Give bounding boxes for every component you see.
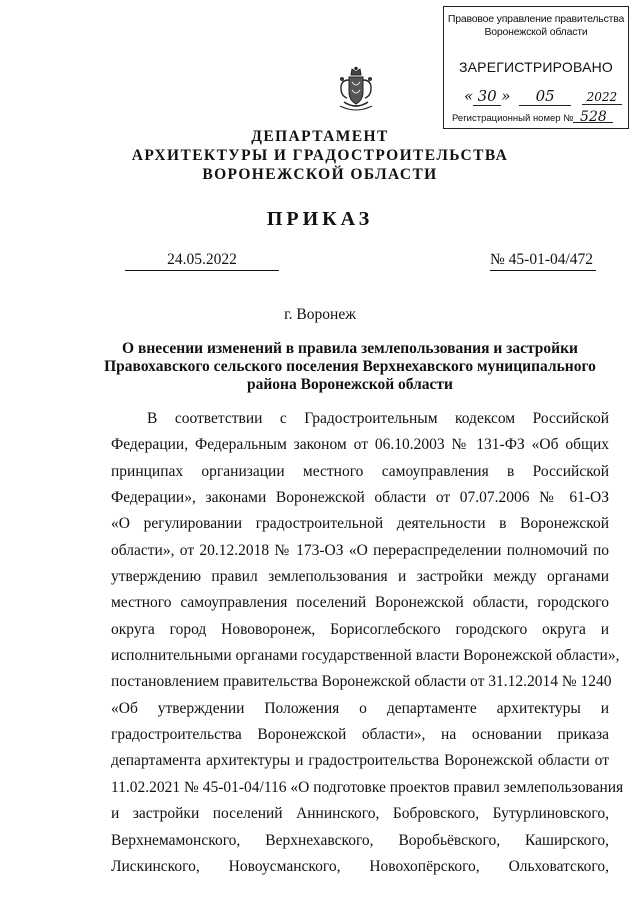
body-line: принципах организации местного самоуправления в Российской [111, 462, 609, 480]
order-body-text [111, 406, 624, 880]
order-number: № 45-01-04/472 [490, 250, 596, 271]
body-line: Лискинского, Новоусманского, Новохопёрского, Ольховатского, [111, 857, 609, 875]
body-line: «Об утверждении Положения о департаменте архитектуры и [111, 699, 609, 717]
stamp-registered-label: ЗАРЕГИСТРИРОВАНО [458, 59, 614, 75]
body-line: округа город Нововоронеж, Борисоглебского городского округа и [111, 620, 609, 638]
stamp-date [464, 87, 622, 106]
body-line: департамента архитектуры и градостроительства Воронежской области от [111, 752, 609, 770]
department-name-line3: ВОРОНЕЖСКОЙ ОБЛАСТИ [202, 166, 438, 183]
body-line: постановлением правительства Воронежской области от 31.12.2014 № 1240 [111, 673, 612, 691]
body-line: исполнительными органами государственной власти Воронежской области», [111, 647, 620, 665]
subject-line2: Правохавского сельского поселения Верхнехавского муниципального [104, 358, 596, 375]
body-line: Федерации, Федеральным законом от 06.10.2003 № 131-ФЗ «Об общих [111, 436, 609, 454]
body-line: градостроительства Воронежской области», на основании приказа [111, 726, 609, 744]
subject-line1: О внесении изменений в правила землепользования и застройки [122, 340, 578, 357]
stamp-reg-number: 528 [573, 112, 613, 123]
body-line: местного самоуправления поселений Воронежской области, городского [111, 594, 609, 612]
document-type-title: ПРИКАЗ [266, 208, 374, 230]
subject-line3: района Воронежской области [247, 376, 453, 393]
stamp-organization [444, 13, 628, 39]
body-line: утверждению правил землепользования и застройки между органами [111, 568, 609, 586]
department-name-line1: ДЕПАРТАМЕНТ [251, 128, 389, 145]
stamp-org-line1: Правовое управление правительства [447, 13, 625, 25]
body-line: Верхнемамонского, Верхнехавского, Воробьёвского, Каширского, [111, 831, 609, 849]
stamp-date-month: 05 [519, 87, 571, 106]
stamp-reg-number-label: Регистрационный номер № [452, 113, 574, 124]
order-subject [90, 340, 610, 394]
department-name-line2: АРХИТЕКТУРЫ И ГРАДОСТРОИТЕЛЬСТВА [131, 147, 509, 164]
body-line: и застройки поселений Аннинского, Бобровского, Бутурлиновского, [111, 805, 609, 823]
stamp-date-close: » [501, 87, 511, 105]
body-line: «О регулировании градостроительной деятельности в Воронежской [111, 515, 609, 533]
order-date: 24.05.2022 [125, 250, 279, 271]
stamp-date-open: « [464, 87, 474, 105]
registration-stamp [443, 6, 629, 129]
body-line: В соответствии с Градостроительным кодексом Российской [147, 410, 609, 427]
stamp-date-year: 2022 [582, 90, 622, 105]
body-line: 11.02.2021 № 45-01-04/116 «О подготовке проектов правил землепользования [111, 778, 624, 796]
stamp-org-line2: Воронежской области [484, 26, 588, 38]
body-line: Федерации», законами Воронежской области от 07.07.2006 № 61-ОЗ [111, 489, 609, 507]
coat-of-arms-icon [338, 66, 374, 112]
stamp-date-day: 30 [473, 87, 501, 106]
body-line: области», от 20.12.2018 № 173-ОЗ «О перераспределении полномочий по [111, 541, 609, 559]
stamp-reg-number-line [452, 109, 613, 125]
city: г. Воронеж [284, 306, 356, 323]
